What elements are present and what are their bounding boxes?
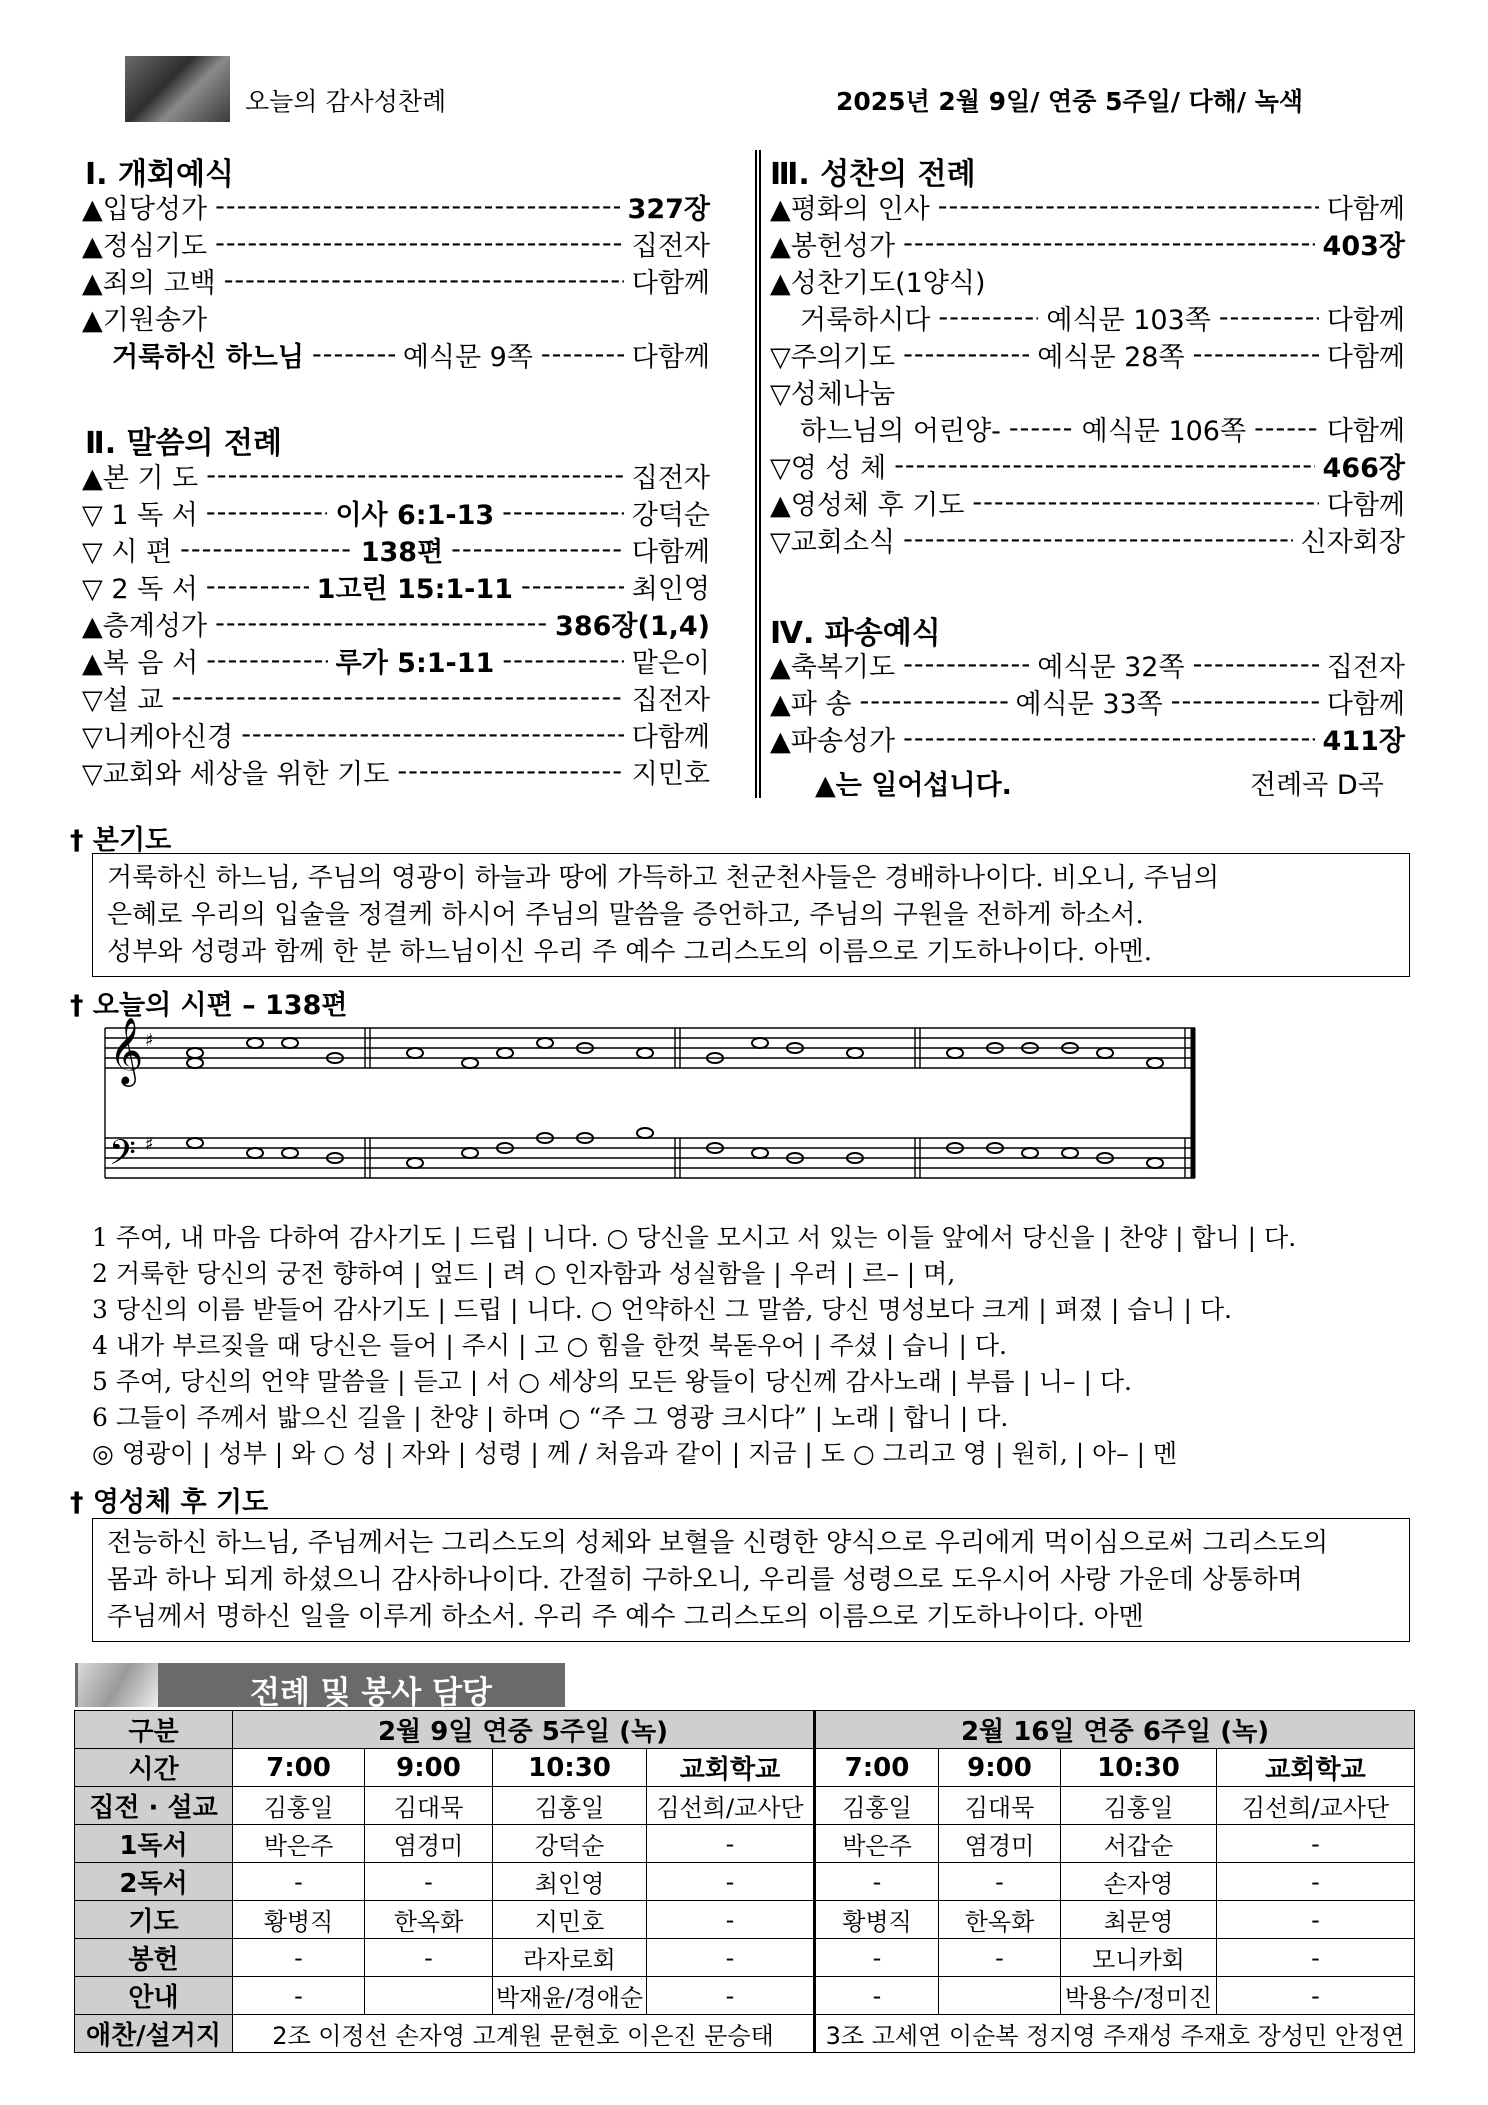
table-cell: 서갑순 (1061, 1825, 1217, 1863)
leader-dots (938, 191, 1319, 222)
leader-dots (860, 686, 1008, 717)
svg-text:♯: ♯ (145, 1134, 154, 1155)
leader-dots (241, 719, 624, 750)
week1-header: 2월 9일 연중 5주일 (녹) (233, 1711, 815, 1749)
order-value: 강덕순 (631, 499, 711, 531)
collect-box (92, 853, 1410, 977)
order-label: 거룩하신 하느님 (112, 341, 304, 373)
order-row (82, 457, 710, 493)
order-row (82, 494, 710, 530)
leader-dots (1219, 302, 1319, 333)
order-label: ▲봉헌성가 (770, 230, 896, 262)
time-cell: 교회학교 (1217, 1749, 1415, 1787)
order-reference: 예식문 9쪽 (402, 341, 533, 373)
order-value: 집전자 (631, 462, 710, 494)
order-label: ▲복 음 서 (82, 647, 199, 679)
cleanup-week2: 3조 고세연 이순복 정지영 주재성 주재호 장성민 안정연 (815, 2015, 1415, 2053)
leader-dots (903, 649, 1029, 680)
table-cell: 최문영 (1061, 1901, 1217, 1939)
order-row (770, 336, 1405, 372)
order-row (82, 299, 710, 335)
table-cell: 모니카회 (1061, 1939, 1217, 1977)
role-label: 2독서 (75, 1863, 233, 1901)
table-cell: 손자영 (1061, 1863, 1217, 1901)
order-row (770, 447, 1405, 483)
section-title-opening: Ⅰ. 개회예식 (85, 157, 234, 192)
leader-dots (1254, 413, 1319, 444)
order-reference: 예식문 32쪽 (1037, 651, 1185, 683)
leader-dots (502, 645, 623, 676)
order-label: ▲입당성가 (82, 193, 208, 225)
order-reference: 루가 5:1-11 (335, 647, 495, 679)
collect-line: 은혜로 우리의 입술을 정결케 하시어 주님의 말씀을 증언하고, 주님의 구원을 전하게 하소서. (107, 900, 1144, 930)
order-value: 맡은이 (631, 647, 710, 679)
time-cell: 교회학교 (647, 1749, 815, 1787)
corner-label: 구분 (75, 1711, 233, 1749)
order-reference: 예식문 33쪽 (1015, 688, 1163, 720)
postcommunion-box (92, 1518, 1410, 1642)
order-label: ▲정심기도 (82, 230, 208, 262)
order-value: 403장 (1322, 230, 1405, 262)
order-reference: 138편 (360, 536, 444, 568)
leader-dots (215, 191, 619, 222)
order-label: ▲본 기 도 (82, 462, 199, 494)
order-row (770, 720, 1405, 756)
order-row (800, 299, 1405, 335)
order-label: ▽주의기도 (770, 341, 896, 373)
table-cell: - (1217, 1825, 1415, 1863)
cleanup-label: 애찬/설거지 (75, 2015, 233, 2053)
psalm-verse: 3 당신의 이름 받들어 감사기도 | 드립 | 니다. ○ 언약하신 그 말씀, 당신 명성보다 크게 | 펴졌 | 습니 | 다. (92, 1295, 1232, 1324)
duty-table (74, 1710, 1415, 2053)
order-label: ▽교회소식 (770, 526, 896, 558)
postcommunion-line: 전능하신 하느님, 주님께서는 그리스도의 성체와 보혈을 신령한 양식으로 우리에게 먹이심으로써 그리스도의 (107, 1528, 1329, 1558)
role-label: 기도 (75, 1901, 233, 1939)
table-cell: - (939, 1939, 1061, 1977)
order-row (112, 336, 710, 372)
table-cell: 김대묵 (365, 1787, 493, 1825)
order-label: ▲영성체 후 기도 (770, 489, 965, 521)
table-cell: - (233, 1939, 365, 1977)
collect-line: 성부와 성령과 함께 한 분 하느님이신 우리 주 예수 그리스도의 이름으로 기도하나이다. 아멘. (107, 937, 1152, 967)
order-value: 327장 (627, 193, 710, 225)
leader-dots (1193, 339, 1319, 370)
leader-dots (180, 534, 353, 565)
order-label: ▽성체나눔 (770, 378, 896, 410)
leader-dots (172, 682, 624, 713)
leader-dots (1193, 649, 1319, 680)
table-cell: 한옥화 (939, 1901, 1061, 1939)
postcommunion-line: 주님께서 명하신 일을 이루게 하소서. 우리 주 예수 그리스도의 이름으로 기도하나이다. 아멘 (107, 1602, 1144, 1632)
order-row (770, 262, 1405, 298)
table-row (75, 1939, 1415, 1977)
order-reference: 예식문 103쪽 (1046, 304, 1211, 336)
table-cell: - (647, 1901, 815, 1939)
table-cell: 최인영 (493, 1863, 647, 1901)
table-cell: - (647, 1825, 815, 1863)
table-row (75, 1863, 1415, 1901)
order-label: ▲파 송 (770, 688, 852, 720)
order-value: 지민호 (631, 758, 710, 790)
order-row (82, 568, 710, 604)
leader-dots (903, 524, 1293, 555)
leader-dots (215, 228, 624, 259)
table-cell: 김홍일 (233, 1787, 365, 1825)
order-row (82, 642, 710, 678)
order-label: ▽ 2 독 서 (82, 573, 198, 605)
table-cell: - (233, 1977, 365, 2015)
time-cell: 9:00 (939, 1749, 1061, 1787)
table-cell: 황병직 (233, 1901, 365, 1939)
leader-dots (1171, 686, 1319, 717)
table-cell: 김홍일 (493, 1787, 647, 1825)
leader-dots (206, 571, 309, 602)
table-cell: 강덕순 (493, 1825, 647, 1863)
order-label: ▽설 교 (82, 684, 164, 716)
order-value: 다함께 (631, 267, 710, 299)
section-title-dismissal: Ⅳ. 파송예식 (770, 616, 941, 651)
role-label: 1독서 (75, 1825, 233, 1863)
week2-header: 2월 16일 연중 6주일 (녹) (815, 1711, 1415, 1749)
table-cell: - (815, 1863, 939, 1901)
order-row (770, 373, 1405, 409)
order-value: 다함께 (631, 721, 710, 753)
table-row (75, 1825, 1415, 1863)
table-cell: 김대묵 (939, 1787, 1061, 1825)
order-value: 다함께 (1326, 304, 1405, 336)
time-label: 시간 (75, 1749, 233, 1787)
order-value: 다함께 (631, 536, 711, 568)
table-cell: 지민호 (493, 1901, 647, 1939)
time-cell: 9:00 (365, 1749, 493, 1787)
table-cell: 박재윤/경애순 (493, 1977, 647, 2015)
svg-text:𝄢: 𝄢 (109, 1132, 137, 1181)
order-value: 386장(1,4) (555, 610, 710, 642)
order-label: ▲기원송가 (82, 304, 208, 336)
order-row (770, 646, 1405, 682)
psalm-verse: 5 주여, 당신의 언약 말씀을 | 듣고 | 서 ○ 세상의 모든 왕들이 당신께 감사노래 | 부릅 | 니– | 다. (92, 1367, 1132, 1396)
order-value: 다함께 (1326, 489, 1405, 521)
collect-heading: † 본기도 (70, 825, 172, 856)
psalm-verse: 1 주여, 내 마음 다하여 감사기도 | 드립 | 니다. ○ 당신을 모시고 서 있는 이들 앞에서 당신을 | 찬양 | 합니 | 다. (92, 1223, 1297, 1252)
table-cell: 박용수/정미진 (1061, 1977, 1217, 2015)
leader-dots (502, 497, 624, 528)
table-cell: 염경미 (365, 1825, 493, 1863)
table-cell: - (815, 1977, 939, 2015)
order-value: 다함께 (631, 341, 711, 373)
table-cell: - (647, 1939, 815, 1977)
psalm-chant-score (95, 1018, 1205, 1198)
order-row (82, 716, 710, 752)
order-reference: 예식문 106쪽 (1081, 415, 1247, 447)
liturgy-tune: 전례곡 D곡 (1250, 770, 1384, 801)
svg-text:♯: ♯ (145, 1030, 154, 1051)
order-label: ▲층계성가 (82, 610, 208, 642)
order-value: 집전자 (631, 230, 710, 262)
leader-dots (894, 450, 1314, 481)
svg-text:𝄞: 𝄞 (109, 1018, 144, 1084)
order-label: 거룩하시다 (800, 304, 931, 336)
leader-dots (312, 339, 395, 370)
leader-dots (903, 723, 1314, 754)
standing-note: ▲는 일어섭니다. (815, 770, 1012, 801)
order-label: ▲평화의 인사 (770, 193, 930, 225)
cleanup-week1: 2조 이정선 손자영 고계원 문현호 이은진 문승태 (233, 2015, 815, 2053)
duty-photo (78, 1663, 158, 1707)
order-label: ▽ 시 편 (82, 536, 173, 568)
leader-dots (903, 339, 1029, 370)
time-cell: 7:00 (815, 1749, 939, 1787)
table-cell: - (815, 1939, 939, 1977)
table-row (75, 1901, 1415, 1939)
order-label: ▽ 1 독 서 (82, 499, 198, 531)
order-reference: 1고린 15:1-11 (316, 573, 513, 605)
order-row (770, 484, 1405, 520)
order-value: 466장 (1322, 452, 1405, 484)
table-row (75, 1787, 1415, 1825)
leader-dots (541, 339, 624, 370)
table-cell: - (647, 1863, 815, 1901)
leader-dots (224, 265, 624, 296)
table-cell: - (233, 1863, 365, 1901)
time-cell: 10:30 (493, 1749, 647, 1787)
table-cell: - (939, 1863, 1061, 1901)
psalm-verse: 6 그들이 주께서 밟으신 길을 | 찬양 | 하며 ○ “주 그 영광 크시다” | 노래 | 합니 | 다. (92, 1403, 1009, 1432)
leader-dots (206, 460, 624, 491)
order-row (770, 225, 1405, 261)
table-cell: - (365, 1939, 493, 1977)
table-cell: - (1217, 1939, 1415, 1977)
table-cell: 김선희/교사단 (647, 1787, 815, 1825)
order-row (82, 188, 710, 224)
psalm-verse: 4 내가 부르짖을 때 당신은 들어 | 주시 | 고 ○ 힘을 한껏 북돋우어 | 주셨 | 습니 | 다. (92, 1331, 1007, 1360)
order-row (770, 683, 1405, 719)
table-cell (365, 1977, 493, 2015)
leader-dots (206, 645, 327, 676)
leader-dots (397, 756, 623, 787)
collect-line: 거룩하신 하느님, 주님의 영광이 하늘과 땅에 가득하고 천군천사들은 경배하나이다. 비오니, 주님의 (107, 863, 1220, 893)
order-reference: 이사 6:1-13 (335, 499, 495, 531)
leader-dots (903, 228, 1314, 259)
order-reference: 예식문 28쪽 (1037, 341, 1185, 373)
order-label: 하느님의 어린양- (800, 415, 1001, 447)
order-value: 신자회장 (1300, 526, 1405, 558)
leader-dots (451, 534, 624, 565)
order-row (82, 679, 710, 715)
order-label: ▽교회와 세상을 위한 기도 (82, 758, 390, 790)
order-label: ▲죄의 고백 (82, 267, 216, 299)
leader-dots (972, 487, 1318, 518)
order-label: ▽니케아신경 (82, 721, 234, 753)
table-cell: 김홍일 (815, 1787, 939, 1825)
role-label: 안내 (75, 1977, 233, 2015)
order-value: 집전자 (1326, 651, 1405, 683)
order-value: 다함께 (1326, 341, 1405, 373)
order-label: ▽영 성 체 (770, 452, 887, 484)
leader-dots (1009, 413, 1074, 444)
table-cell (939, 1977, 1061, 2015)
order-value: 다함께 (1326, 415, 1406, 447)
table-cell: 김홍일 (1061, 1787, 1217, 1825)
section-title-eucharist: Ⅲ. 성찬의 전례 (770, 157, 976, 192)
leader-dots (215, 608, 547, 639)
order-label: ▲파송성가 (770, 725, 896, 757)
table-cell: - (1217, 1863, 1415, 1901)
order-value: 최인영 (631, 573, 710, 605)
leader-dots (206, 497, 328, 528)
postcommunion-line: 몸과 하나 되게 하셨으니 감사하나이다. 간절히 구하오니, 우리를 성령으로 도우시어 사랑 가운데 상통하며 (107, 1565, 1303, 1595)
psalm-heading: † 오늘의 시편 – 138편 (70, 990, 348, 1021)
psalm-verse: 2 거룩한 당신의 궁전 향하여 | 엎드 | 려 ○ 인자함과 성실함을 | 우러 | 르– | 며, (92, 1259, 956, 1288)
table-cell: - (1217, 1977, 1415, 2015)
psalm-verses (92, 1218, 1296, 1470)
time-cell: 7:00 (233, 1749, 365, 1787)
header-photo (125, 56, 230, 122)
header-date: 2025년 2월 9일/ 연중 5주일/ 다해/ 녹색 (836, 87, 1304, 116)
table-cell: 한옥화 (365, 1901, 493, 1939)
psalm-gloria: ◎ 영광이 | 성부 | 와 ○ 성 | 자와 | 성령 | 께 / 처음과 같이 | 지금 | 도 ○ 그리고 영 | 원히, | 아– | 멘 (92, 1439, 1178, 1468)
table-cell: 박은주 (233, 1825, 365, 1863)
section-title-word: Ⅱ. 말씀의 전례 (85, 426, 282, 461)
order-row (82, 531, 710, 567)
table-cell: 김선희/교사단 (1217, 1787, 1415, 1825)
table-cell: 라자로회 (493, 1939, 647, 1977)
time-cell: 10:30 (1061, 1749, 1217, 1787)
order-label: ▲성찬기도(1양식) (770, 267, 986, 299)
order-row (82, 225, 710, 261)
header-title: 오늘의 감사성찬례 (245, 87, 447, 116)
leader-dots (938, 302, 1038, 333)
order-label: ▲축복기도 (770, 651, 896, 683)
order-row (770, 521, 1405, 557)
table-cell: - (365, 1863, 493, 1901)
order-row (82, 605, 710, 641)
order-row (82, 262, 710, 298)
column-divider (755, 150, 761, 798)
order-row (800, 410, 1405, 446)
table-row (75, 1977, 1415, 2015)
table-cell: - (647, 1977, 815, 2015)
postcommunion-heading: † 영성체 후 기도 (70, 1487, 269, 1518)
order-value: 411장 (1322, 725, 1405, 757)
table-cell: 염경미 (939, 1825, 1061, 1863)
order-row (770, 188, 1405, 224)
role-label: 집전 · 설교 (75, 1787, 233, 1825)
table-cell: 황병직 (815, 1901, 939, 1939)
order-value: 집전자 (631, 684, 710, 716)
duty-title: 전례 및 봉사 담당 (250, 1675, 492, 1711)
order-value: 다함께 (1326, 193, 1405, 225)
leader-dots (521, 571, 624, 602)
order-row (82, 753, 710, 789)
role-label: 봉헌 (75, 1939, 233, 1977)
order-value: 다함께 (1326, 688, 1406, 720)
table-cell: - (1217, 1901, 1415, 1939)
table-cell: 박은주 (815, 1825, 939, 1863)
